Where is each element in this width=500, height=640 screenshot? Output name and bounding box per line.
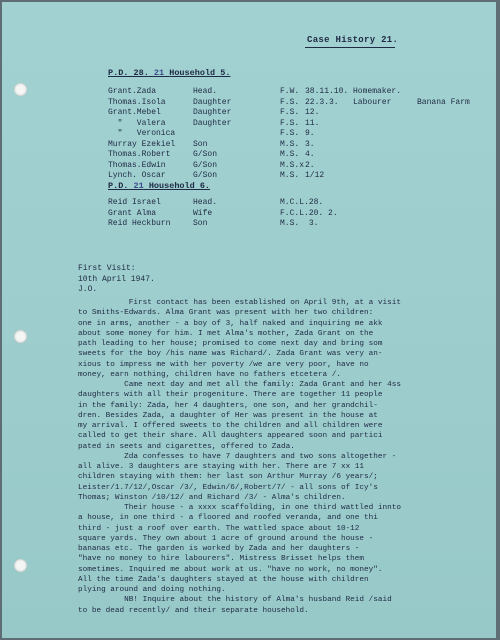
member-name: " Veronica [108, 129, 176, 138]
member-age: 20. 2. [308, 208, 338, 218]
household-5-mark: 21 [153, 68, 165, 78]
member-age: 11. [305, 118, 320, 128]
member-sex: F.W. [280, 87, 300, 96]
punch-hole [14, 83, 27, 96]
narrative-line: dren. Besides Zada, a daughter of Her was present in the house at [78, 411, 378, 420]
member-sex: F.S. [280, 97, 300, 107]
narrative-line: NB! Inquire about the history of Alma's husband Reid /said [78, 596, 392, 605]
member-age: 38.11.10. [305, 87, 349, 96]
narrative-line: square yards. They own about 1 acre of ground around the house - [78, 534, 374, 543]
member-sex: M.S. [280, 150, 300, 159]
member-sex: M.C.L. [280, 198, 309, 207]
member-occupation [357, 209, 421, 220]
member-sex: M.S. [280, 219, 300, 228]
member-sex: F.C.L. [280, 208, 309, 218]
member-occupation [357, 219, 421, 230]
title-underline [305, 47, 395, 48]
visit-heading [78, 264, 155, 296]
member-relation: Wife [193, 208, 213, 218]
narrative-line: Thomas; Winston /10/12/ and Richard /3/ - Alma's children. [78, 493, 346, 502]
visit-label: First Visit: [78, 264, 136, 273]
household-5-member-row [108, 140, 477, 151]
member-name: Reid Israel [108, 198, 161, 207]
household-6-member-row [108, 209, 481, 220]
household-6-table [108, 198, 481, 230]
household-6-member-row [108, 198, 481, 209]
narrative-line: Zda confesses to have 7 daughters and two sons altogether - [78, 452, 397, 461]
member-place [417, 161, 477, 172]
narrative-line: sweets for the boy /his name was Richard/. Zada Grant was very an- [78, 350, 383, 359]
household-5-member-row [108, 171, 477, 182]
member-occupation [353, 161, 417, 172]
household-5-prefix: P.D. 28. [108, 68, 149, 78]
narrative-line: about some money for him. I met Alma's mother, Zada Grant on the [78, 329, 374, 338]
member-occupation [353, 140, 417, 151]
narrative-line: one in arms, another - a boy of 3, half naked and inquiring me akk [78, 319, 383, 328]
punch-hole [14, 559, 27, 572]
member-name: Murray Ezekiel [108, 139, 176, 149]
member-occupation [353, 119, 417, 130]
member-place: Banana Farm [417, 97, 470, 107]
case-narrative [78, 298, 488, 616]
narrative-line: path leading to her house; promised to come next day and bring som [78, 340, 383, 348]
member-sex: M.S.x [280, 160, 305, 170]
member-relation: Daughter [193, 108, 232, 117]
narrative-line: All the time Zada's daughters stayed at the house with children [78, 575, 369, 584]
narrative-line: a house, in one third - a floored and roofed veranda, and one thi [78, 514, 378, 523]
member-place [417, 171, 477, 182]
narrative-line: pated in seets and cigarettes, offered to Zada. [78, 442, 295, 451]
member-name: Grant.Zada [108, 87, 157, 96]
member-relation: G/Son [193, 150, 218, 159]
narrative-line: xious to impress me with her poverty /we are very poor, have no [78, 360, 369, 369]
narrative-line: "have no money to hire labourers". Mistress Brisset helps them [78, 555, 365, 564]
member-place [417, 150, 477, 161]
narrative-line: sometimes. Inquired me about work at us. "have no work, no money". [78, 565, 383, 574]
narrative-line: my arrival. I offered sweets to the children and all children were [78, 422, 383, 430]
member-sex: M.S. [280, 171, 300, 180]
narrative-line: Their house - a xxxx scaffolding, in one third wattled innto [78, 504, 401, 512]
member-name: Lynch. Oscar [108, 171, 166, 180]
member-age: 4. [305, 150, 315, 159]
household-5-member-row [108, 161, 477, 172]
narrative-line: to Smiths-Edwards. Alma Grant was present with her two children: [78, 309, 374, 318]
member-occupation: Homemaker. [353, 87, 402, 96]
member-occupation [353, 129, 417, 140]
household-5-table [108, 87, 477, 182]
member-name: " Valera [108, 118, 166, 128]
household-5-member-row [108, 119, 477, 130]
document-title: Case History 21. [307, 35, 399, 45]
narrative-line: children staying with them: her last son Arthur Murray /6 years/; [78, 473, 378, 482]
visit-initials: J.O. [78, 285, 98, 294]
member-place [421, 209, 481, 220]
narrative-line: money, earn nothing, children have no fathers etcetera /. [78, 370, 341, 379]
narrative-line: daughters with all their progeniture. There are together 11 people [78, 391, 383, 400]
household-5-member-row [108, 87, 477, 98]
household-6-member-row [108, 219, 481, 230]
document-page [2, 2, 496, 638]
member-occupation [353, 171, 417, 182]
member-place [421, 198, 481, 209]
household-6-header [108, 181, 210, 191]
member-place [417, 108, 477, 119]
household-5-member-row [108, 108, 477, 119]
household-6-label: Household 6. [148, 181, 211, 191]
member-age: 3. [308, 219, 319, 228]
member-relation: Son [193, 219, 208, 228]
member-age: 28. [308, 198, 324, 207]
member-sex: F.S. [280, 129, 300, 138]
member-name: Grant Alma [108, 208, 157, 218]
member-age: 1/12 [305, 171, 325, 180]
household-6-prefix: P.D. [108, 181, 129, 191]
member-occupation [353, 150, 417, 161]
visit-date: 10th April 1947. [78, 274, 155, 284]
household-5-label: Household 5. [169, 68, 231, 78]
member-name: Thomas.Edwin [108, 160, 166, 170]
member-place [417, 87, 477, 98]
member-name: Thomas.Robert [108, 150, 171, 159]
member-name: Grant.Mebel [108, 108, 161, 117]
member-age: 9. [305, 129, 315, 138]
narrative-line: bananas etc. The garden is worked by Zada and her daughters - [78, 545, 360, 553]
member-occupation [353, 108, 417, 119]
member-sex: F.S. [280, 108, 300, 117]
member-relation: G/Son [193, 160, 218, 170]
member-relation: G/Son [193, 171, 218, 180]
member-place [417, 140, 477, 151]
member-sex: F.S. [280, 118, 300, 128]
member-place [417, 129, 477, 140]
member-relation: Head. [193, 198, 218, 207]
narrative-line: Leister/1.7/12/,Oscar /3/, Edwin/6/,Robert/7/ - all sons of Icy's [78, 483, 378, 492]
member-relation [193, 129, 280, 140]
member-relation: Head. [193, 87, 218, 96]
narrative-line: in the family: Zada, her 4 daughters, one son, and her grandchil- [78, 401, 378, 410]
narrative-line: third - just a roof over earth. The wattled space about 10-12 [78, 524, 360, 533]
member-place [417, 119, 477, 130]
narrative-line: plying around and doing nothing. [78, 586, 226, 594]
household-5-header [108, 68, 230, 78]
household-5-member-row [108, 129, 477, 140]
member-name: Reid Heckburn [108, 219, 171, 228]
narrative-line: First contact has been established on April 9th, at a visit [78, 299, 401, 307]
member-relation: Daughter [193, 118, 232, 128]
household-5-member-row [108, 150, 477, 161]
narrative-line: all alive. 3 daughters are staying with her. There are 7 xx 11 [78, 463, 365, 471]
member-relation: Son [193, 139, 208, 149]
member-place [421, 219, 481, 230]
member-sex: M.S. [280, 139, 300, 149]
member-age: 22.3.3. [305, 97, 339, 107]
member-relation: Daughter [193, 97, 232, 107]
member-name: Thomas.Isola [108, 97, 166, 107]
member-occupation [357, 198, 421, 209]
narrative-line: called to get their share. All daughters appeared soon and partici [78, 432, 383, 441]
narrative-line: to be dead recently/ and their separate household. [78, 606, 309, 615]
household-6-mark: 21 [133, 181, 144, 191]
member-age: 12. [305, 108, 320, 117]
member-age: 2. [305, 160, 315, 170]
member-age: 3. [305, 139, 315, 149]
household-5-member-row [108, 98, 477, 109]
punch-hole [14, 330, 27, 343]
narrative-line: Came next day and met all the family: Zada Grant and her 4ss [78, 381, 401, 389]
member-occupation: Labourer [353, 97, 392, 107]
